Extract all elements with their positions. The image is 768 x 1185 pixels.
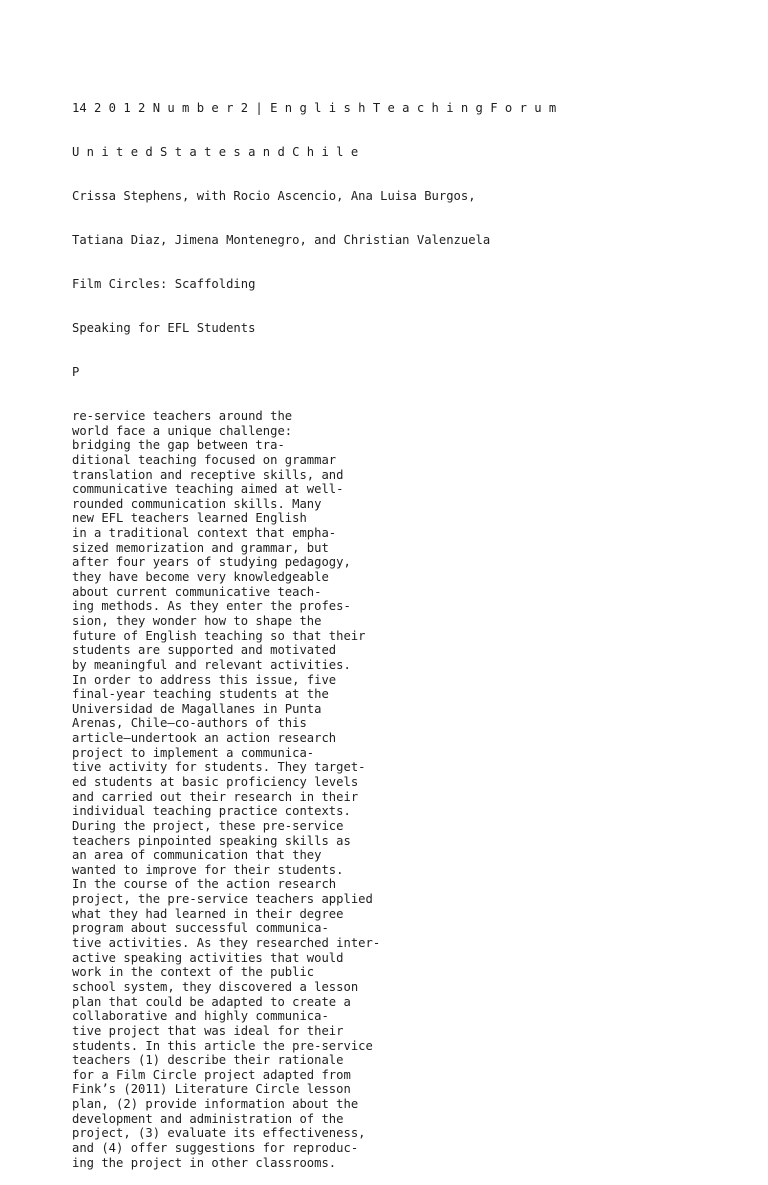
body-text-line: world face a unique challenge:	[72, 423, 293, 438]
body-text-line: they have become very knowledgeable	[72, 570, 329, 585]
body-text-line: work in the context of the public	[72, 965, 315, 980]
body-text-line: active speaking activities that would	[72, 950, 344, 965]
body-text-line: article—undertook an action research	[72, 731, 337, 746]
body-text-line: an area of communication that they	[72, 848, 322, 863]
body-text-line: in a traditional context that empha-	[72, 526, 337, 541]
body-text-line: final-year teaching students at the	[72, 687, 329, 702]
body-text-line: Arenas, Chile—co-authors of this	[72, 716, 307, 731]
body-text-line: project, (3) evaluate its effectiveness,	[72, 1126, 366, 1141]
body-text-line: students. In this article the pre-service	[72, 1038, 373, 1053]
body-text-line: plan that could be adapted to create a	[72, 994, 351, 1009]
body-text-line: new EFL teachers learned English	[72, 511, 307, 526]
body-text-line: teachers (1) describe their rationale	[72, 1053, 344, 1068]
body-text-line: ed students at basic proficiency levels	[72, 775, 359, 789]
body-text-line: communicative teaching aimed at well-	[72, 482, 344, 497]
body-text-line: translation and receptive skills, and	[72, 467, 344, 482]
article-title-line: Speaking for EFL Students	[72, 321, 256, 336]
body-text-line: ditional teaching focused on grammar	[72, 452, 337, 467]
document-page	[72, 72, 692, 1185]
body-text-line: for a Film Circle project adapted from	[72, 1067, 351, 1082]
body-text-line: teachers pinpointed speaking skills as	[72, 833, 351, 848]
body-text-line: bridging the gap between tra-	[72, 438, 285, 453]
body-text-line: plan, (2) provide information about the	[72, 1097, 359, 1112]
body-text-line: future of English teaching so that their	[72, 628, 366, 643]
author-line: Tatiana Diaz, Jimena Montenegro, and Christian Valenzuela	[72, 233, 491, 248]
body-text-line: program about successful communica-	[72, 921, 329, 936]
body-text-line: Universidad de Magallanes in Punta	[72, 701, 322, 716]
body-text-line: In order to address this issue, five	[72, 672, 337, 687]
body-text-line: tive activity for students. They target-	[72, 760, 366, 775]
body-text-line: development and administration of the	[72, 1111, 344, 1126]
body-text-line: by meaningful and relevant activities.	[72, 657, 351, 672]
body-text-line: project to implement a communica-	[72, 745, 315, 760]
body-text-line: project, the pre-service teachers applied	[72, 892, 373, 907]
body-text-line: school system, they discovered a lesson	[72, 979, 359, 994]
author-line: Crissa Stephens, with Rocio Ascencio, Ana Luisa Burgos,	[72, 189, 476, 204]
body-text-line: about current communicative teach-	[72, 584, 322, 599]
body-text-line: rounded communication skills. Many	[72, 496, 322, 511]
article-body	[72, 409, 692, 1170]
body-text-line: sized memorization and grammar, but	[72, 540, 329, 555]
body-text-line: and carried out their research in their	[72, 789, 359, 804]
body-text-line: and (4) offer suggestions for reproduc-	[72, 1141, 359, 1156]
body-text-line: sion, they wonder how to shape the	[72, 613, 322, 628]
body-text-line: wanted to improve for their students.	[72, 862, 344, 877]
article-title-line: Film Circles: Scaffolding	[72, 277, 256, 292]
body-text-line: During the project, these pre-service	[72, 818, 344, 833]
body-text-line: tive project that was ideal for their	[72, 1023, 344, 1038]
running-head: 14 2 0 1 2 N u m b e r 2 | E n g l i s h T e a c h i n g F o r u m	[72, 101, 557, 116]
country-label: U n i t e d S t a t e s a n d C h i l e	[72, 145, 359, 160]
body-text-line: after four years of studying pedagogy,	[72, 555, 351, 570]
body-text-line: re-service teachers around the	[72, 408, 293, 423]
body-text-line: ing the project in other classrooms.	[72, 1155, 337, 1170]
body-text-line: ing methods. As they enter the profes-	[72, 599, 351, 614]
body-text-line: In the course of the action research	[72, 877, 337, 892]
body-text-line: tive activities. As they researched inter-	[72, 936, 381, 951]
body-text-line: what they had learned in their degree	[72, 906, 344, 921]
drop-cap: P	[72, 365, 80, 380]
body-text-line: Fink’s (2011) Literature Circle lesson	[72, 1082, 351, 1097]
body-text-line: collaborative and highly communica-	[72, 1009, 329, 1024]
body-text-line: students are supported and motivated	[72, 643, 337, 658]
body-text-line: individual teaching practice contexts.	[72, 804, 351, 819]
